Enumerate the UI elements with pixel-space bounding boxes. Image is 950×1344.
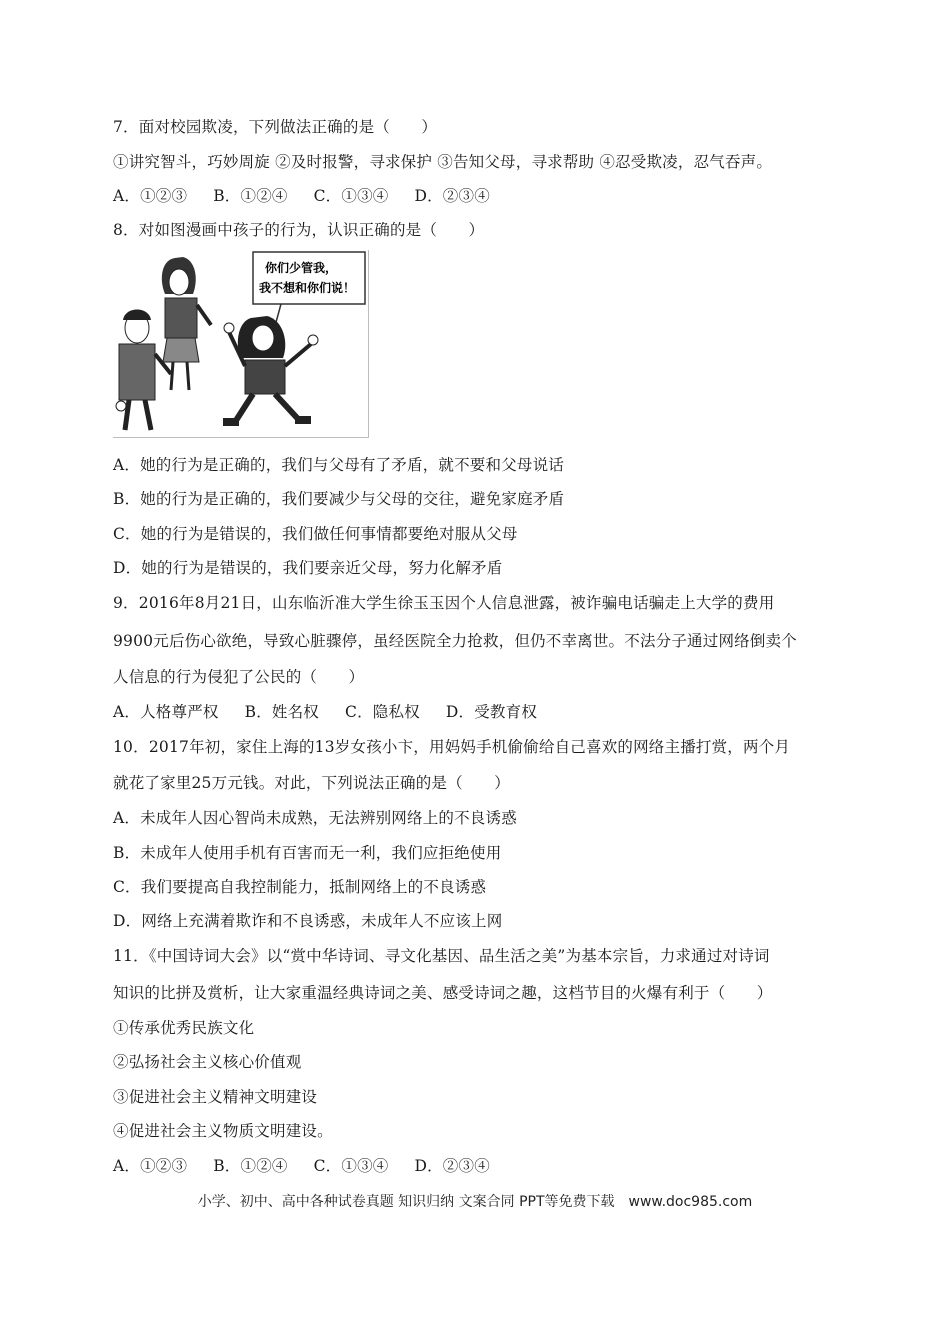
q10-option-c: C．我们要提高自我控制能力，抵制网络上的不良诱惑 — [113, 878, 487, 896]
q8-option-a: A．她的行为是正确的，我们与父母有了矛盾，就不要和父母说话 — [113, 456, 564, 474]
q9-option-b: B．姓名权 — [244, 703, 320, 721]
q11-line-2: 知识的比拼及赏析，让大家重温经典诗词之美、感受诗词之趣，这档节目的火爆有利于（ ） — [113, 984, 773, 1002]
q9-options — [113, 702, 563, 722]
q11-item-2: ②弘扬社会主义核心价值观 — [113, 1053, 302, 1071]
q11-option-b: B．①②④ — [213, 1157, 288, 1175]
father-figure — [116, 310, 171, 431]
q11-item-3: ③促进社会主义精神文明建设 — [113, 1088, 318, 1106]
q11-option-c: C．①③④ — [313, 1157, 389, 1175]
q11-options — [113, 1156, 516, 1176]
page-footer: 小学、初中、高中各种试卷真题 知识归纳 文案合同 PPT等免费下载 www.doc985.com — [197, 1194, 753, 1210]
q10-line-1: 10．2017年初，家住上海的13岁女孩小卞，用妈妈手机偷偷给自己喜欢的网络主播打赏，两个月 — [113, 738, 791, 756]
speech-bubble — [253, 252, 365, 304]
q7-items: ①讲究智斗，巧妙周旋 ②及时报警，寻求保护 ③告知父母，寻求帮助 ④忍受欺凌，忍气吞声。 — [113, 153, 773, 171]
q11-line-1: 11．《中国诗词大会》以“赏中华诗词、寻文化基因、品生活之美”为基本宗旨，力求通过对诗词 — [113, 947, 770, 965]
comic-speech-line-2: 我不想和你们说！ — [259, 281, 356, 295]
q8-option-b: B．她的行为是正确的，我们要减少与父母的交往，避免家庭矛盾 — [113, 490, 565, 508]
comic-drawing — [113, 250, 368, 437]
q7-option-d: D．②③④ — [414, 187, 490, 205]
q10-line-2: 就花了家里25万元钱。对此，下列说法正确的是（ ） — [113, 774, 510, 792]
q9-line-3: 人信息的行为侵犯了公民的（ ） — [113, 668, 365, 686]
q7-option-a: A．①②③ — [113, 187, 188, 205]
q9-option-c: C．隐私权 — [345, 703, 420, 721]
q7-option-b: B．①②④ — [213, 187, 288, 205]
q7-options — [113, 186, 516, 206]
q9-option-a: A．人格尊严权 — [113, 703, 219, 721]
q10-option-a: A．未成年人因心智尚未成熟，无法辨别网络上的不良诱惑 — [113, 809, 517, 827]
q11-item-4: ④促进社会主义物质文明建设。 — [113, 1122, 333, 1140]
comic-illustration — [113, 250, 369, 438]
q7-option-c: C．①③④ — [313, 187, 389, 205]
q10-option-b: B．未成年人使用手机有百害而无一利，我们应拒绝使用 — [113, 844, 502, 862]
q7-stem: 7．面对校园欺凌，下列做法正确的是（ ） — [113, 118, 438, 136]
q10-option-d: D．网络上充满着欺诈和不良诱惑，未成年人不应该上网 — [113, 912, 503, 930]
q8-option-c: C．她的行为是错误的，我们做任何事情都要绝对服从父母 — [113, 525, 518, 543]
q11-item-1: ①传承优秀民族文化 — [113, 1019, 255, 1037]
q9-line-1: 9．2016年8月21日，山东临沂准大学生徐玉玉因个人信息泄露，被诈骗电话骗走上大学的费用 — [113, 594, 775, 612]
q8-stem: 8．对如图漫画中孩子的行为，认识正确的是（ ） — [113, 221, 485, 239]
comic-speech-line-1: 你们少管我， — [265, 261, 338, 275]
q11-option-a: A．①②③ — [113, 1157, 188, 1175]
q8-option-d: D．她的行为是错误的，我们要亲近父母，努力化解矛盾 — [113, 559, 503, 577]
girl-figure — [223, 316, 318, 426]
q9-line-2: 9900元后伤心欲绝，导致心脏骤停，虽经医院全力抢救，但仍不幸离世。不法分子通过网络倒卖个 — [113, 632, 797, 650]
q11-option-d: D．②③④ — [414, 1157, 490, 1175]
q9-option-d: D．受教育权 — [445, 703, 538, 721]
